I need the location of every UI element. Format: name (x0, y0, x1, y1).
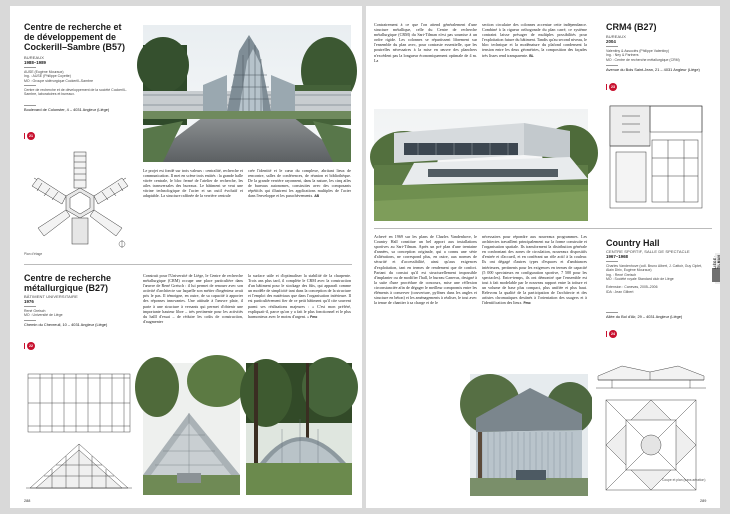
crm-continued-end-mark: BL (529, 53, 534, 58)
country-hall-title: Country Hall (606, 238, 660, 248)
country-hall-body-col2-text: nécessaires pour répondre aux nouveaux programmes. Les architectes travaillent principalement sur la forme construite et l'organisation spatiale. Ils transforment la distribution générale en confrontant des zones de circulation, nouveaux dispositifs d'entrée et d'accueil, et en conférant un rôle actif à la couleur. Ils ont dégagé d'autres types d'espaces et d'ambiances intérieures, pertinents pour les exigences en termes de capacité (5 000 spectateurs en configuration sportive, 7 500 pour les spectacles). Entre-temps, ils ont démontré que l'ensemble est tout à fait modelable par le nouveau rapport entre la toiture et un volume de base plus compact, plus unifiée et plus haut. Relevons la qualité de la participation de l'architecte et des artistes chromatiques destinés à l'orientation des usagers et à l'identification des lieux. (482, 234, 587, 306)
country-hall-caption: Coupe et plan (sans aération) (662, 478, 706, 482)
entry2-subtitle: BÂTIMENT UNIVERSITAIRE (24, 294, 78, 299)
right-page-number: 289 (700, 499, 707, 503)
entry1-years: 1988–1989 (24, 60, 46, 65)
country-hall-credits: Charles Vandenhove (coll. Bruno Albert, J. Cattoir, Guy Ciplet, Alain Dirix, Eugène Mouraux) Ing. : René Greisch MO : Société royale Standard club de Liège Extension : Canevas, 2005–2006 IDA : Jean Gilbert (606, 264, 703, 294)
entry1-rule-3 (24, 105, 36, 106)
entry1-body-col2 (248, 168, 351, 200)
country-hall-body-col2 (482, 234, 587, 306)
entry2-body-col2 (248, 273, 351, 320)
entry2-body-col1: Construit pour l'Université de Liège, le Centre de recherche métallurgique (CRM) occupe une place particulière dans l'œuvre de René Greisch : il lui permet de renouer avec son activité d'architecte sur laquelle son métier d'ingénieur avait pris le pas. Il témoigne, en outre, de sa capacité à apporter des réponses innovantes. Une attitude à l'œuvre plate, il parie à une structure à versants qui permet d'obtenir une importante hauteur libre – très pertinente pour les activités du halll d'essai – de réduire les coûts de construction, d'augmenter (143, 273, 243, 324)
country-hall-end-mark: Fmo (523, 301, 531, 306)
entry1-credits: AUSE (Eugène Mouraux) Ing. : AUSE (Philippe Coyette) MO : Groupe sidérurgique Cockerill–Sambre (24, 70, 94, 83)
crm-continued-col2 (482, 22, 587, 59)
entry1-note: Centre de recherche et de développement de la société Cockerill–Sambre, laboratoires et bureaux. (24, 88, 127, 97)
crm4-rule-2 (606, 65, 618, 66)
entry-divider (24, 264, 352, 265)
entry1-subtitle: BUREAUX (24, 55, 45, 60)
entry2-body-col2-text: la surface utile et d'optimaliser la stabilité de la charpente. Trois ans plus tard, il complète le CRM avec la construction d'un bâtiment pour le stockage des fûts, qui apparaît comme un modèle de simplicité tant dans la conception de la structure et l'emploi des matériaux que dans l'organisation intérieure. Il est particulièrement fier de ce petit bâtiment qu'il cite souvent parmi ses réalisations majeures : « C'est mon préféré, expliquait-il, parce qu'on y a fait le plus fonctionnel et le plus harmonieux avec le moins d'argent. » (248, 273, 351, 319)
entry2-end-mark: Fmo (310, 314, 318, 319)
entry2-photo-2 (246, 363, 352, 495)
right-page (366, 6, 720, 508)
entry1-end-mark: AB (314, 194, 320, 199)
crm-continued-col1: Contrairement à ce que l'on attend généralement d'une structure métallique, celle du Centre de recherche métallurgique (CRM) du Sart-Tilman n'est pas soumise à un ordre rigide. Les colonnes se répartissent librement sur l'ensemble du plan avec, pour contraste essentielle, que les poutrelles nécessaires à la mise en œuvre des planchers n'excèdent pas la longueur économiquement optimale de 4 m. La (374, 22, 477, 63)
country-hall-badge: 24 (611, 332, 615, 336)
country-hall-marker (606, 331, 607, 337)
left-page (10, 6, 362, 508)
country-hall-body-col1: Achevé en 1969 sur les plans de Charles Vandenhove, le Country Hall constitue un bel apport aux installations sportives au Sart-Tilman. Après un pré plan d'une trentaine d'années, sa conception originale, qui a connu une série d'altérations, ne correspond plus, en outre, aux normes de sécurité et d'accessibilité, ainsi qu'aux exigences d'exploitation, tant en termes de rendement que de confort. Partant du constat qu'il est structurellement impossible d'implanter ou de modifier l'hall, le bureau Canevas, designé à la suite d'une procédure de concours, mise une réflexion circonstanciée afin de dégager le meilleur compromis entre les éléments à conserver (couverture, pylônes dans les angles et structure en béton) et les aménagements à réaliser, le tout avec la tenue de chantier à sa charge et de le (374, 234, 477, 306)
crm4-photo (374, 109, 588, 221)
crm4-subtitle: BUREAUX (606, 34, 627, 39)
entry1-body-col1: Le projet est fondé sur trois valeurs : centralité, recherche et communication. Il met en scène trois entités : la grande halle vitrée centrale, le bloc fermé de l'atelier de recherche, les ailes transversales des bureaux. Le bâtiment se veut une vitrine technologique de l'acier et un outil évolutif et adaptable. La structure raffinée de la verrière centrale (143, 168, 243, 199)
crm4-credits: Valentiny & Associés (Philippe Valentiny) Ing. : Ney & Partners MO : Centre de recherche métallurgique (CRM) (606, 49, 680, 62)
entry2-credits: René Greisch MO : Université de Liège (24, 309, 63, 318)
side-tab-label: LIÈGE · TILMAN (713, 255, 721, 269)
country-hall-photo (470, 374, 588, 496)
crm4-floor-plan (604, 100, 708, 214)
entry1-badge: 21 (29, 134, 33, 138)
entry2-badge: 22 (29, 344, 33, 348)
country-hall-years: 1967–1968 (606, 254, 628, 259)
entry2-rule-2 (24, 320, 36, 321)
country-hall-subtitle: CENTRE SPORTIF, SALLE DE SPECTACLE (606, 249, 690, 254)
crm4-badge: 23 (611, 85, 615, 89)
entry1-plan-caption: Plan d'étage (24, 252, 43, 256)
entry1-rule (24, 67, 36, 68)
crm-continued-col2-text: section circulaire des colonnes accentue cette indépendance. Combiné à la rigueur orthogonale du plan carré, ce système contraint laisse présager de multiples possibilités pour l'exploitation future du bâtiment. Tandis qu'au second niveau, le bloc technique et la modénature du plafond condensent la tension entre les deux géométries, la composition des façades très lisses rend transparente. (482, 22, 587, 58)
country-hall-rule-2 (606, 312, 618, 313)
crm4-marker (606, 84, 607, 90)
country-hall-address: Allée du Bol d'Air, 29 – 4031 Angleur (Liège) (606, 314, 683, 319)
right-entry-divider (374, 228, 712, 229)
entry1-title: Centre de recherche et de développement de Cockerill–Sambre (B57) (24, 22, 126, 52)
country-hall-rule (606, 261, 618, 262)
entry1-marker (24, 133, 25, 139)
crm4-rule (606, 46, 618, 47)
entry1-photo (143, 25, 351, 162)
entry2-years: 1976 (24, 299, 34, 304)
entry2-photo-1 (143, 363, 240, 495)
entry2-title: Centre de recherche métallurgique (B27) (24, 273, 112, 293)
crm4-title: CRM4 (B27) (606, 22, 657, 32)
entry1-rule-2 (24, 85, 36, 86)
country-hall-drawings (592, 346, 710, 496)
entry1-floor-plan (22, 148, 138, 252)
entry1-address: Boulevard de Colonster, 4 – 4031 Angleur (Liège) (24, 107, 110, 112)
entry2-rule (24, 306, 36, 307)
entry2-structure-drawings (22, 368, 136, 498)
crm4-years: 2004 (606, 39, 616, 44)
entry2-address: Chemin du Chevreuil, 10 – 4031 Angleur (Liège) (24, 322, 108, 327)
crm4-address: Avenue du Bois Saint-Jean, 21 – 4031 Angleur (Liège) (606, 67, 700, 72)
entry1-body-col2-text: crée l'identité et le cœur du complexe, abritant lieux de rencontre, salles de conférences, de réunion et bibliothèque. De la grande verrière rayonnent, dans la nature, les cinq ailes de bureaux autonomes, construites avec des composants répétitifs qui illustrent les applications multiples de l'acier dans l'enveloppe et les parachèvements. (248, 168, 351, 199)
left-page-number: 288 (24, 499, 31, 503)
entry2-marker (24, 343, 25, 349)
